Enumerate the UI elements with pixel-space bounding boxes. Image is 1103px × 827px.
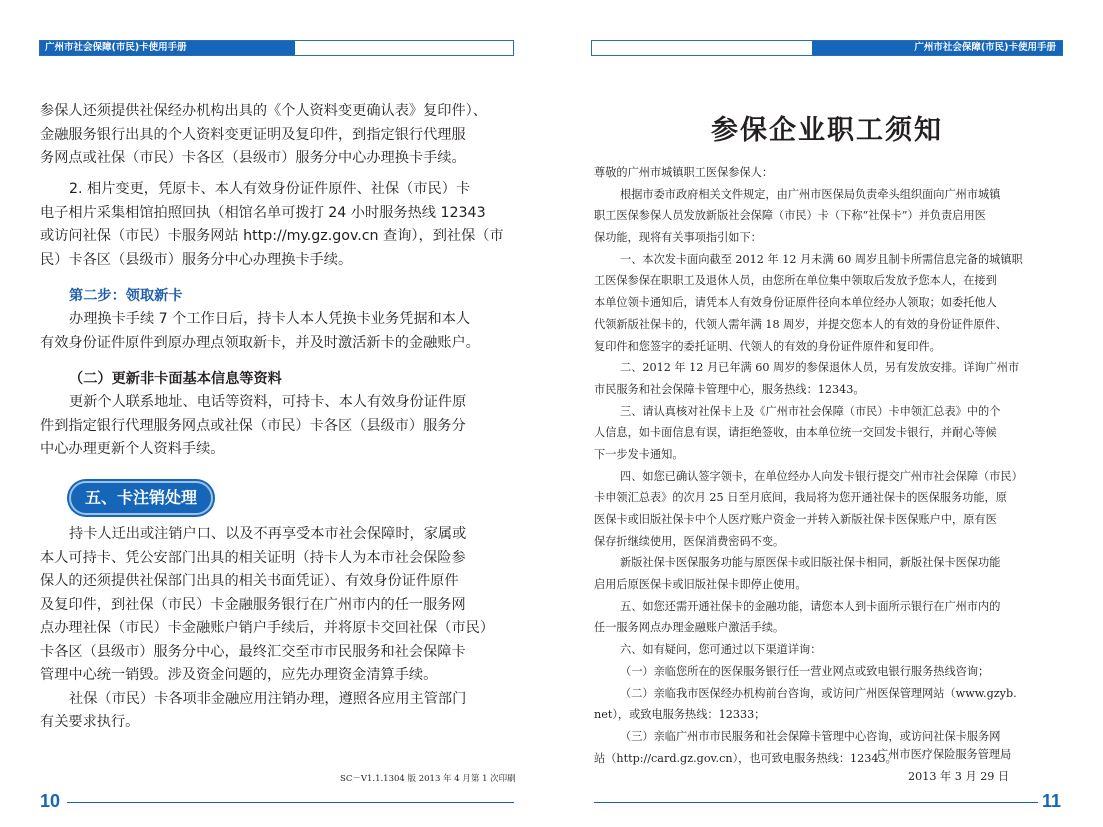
section5-badge bbox=[69, 481, 213, 515]
section5-title: 五、卡注销处理 bbox=[84, 488, 197, 507]
paragraph-photo-change: 2. 相片变更，凭原卡、本人有效身份证件原件、社保（市民）卡 电子相片采集相馆拍照回执（相馆名单可拨打 24 小时服务热线 12343 或访问社保（市民）卡服务网站 http://my.gz.gov.cn 查询），到社保（市 民）卡各区（县级市）服务分中心办理换卡手续。 bbox=[40, 181, 504, 268]
left-page-number: 10 bbox=[40, 791, 61, 811]
left-header-title: 广州市社会保障(市民)卡使用手册 bbox=[45, 42, 187, 53]
sub2-heading: （二）更新非卡面基本信息等资料 bbox=[69, 371, 282, 387]
signature-organization: 广州市医疗保险服务管理局 bbox=[877, 748, 1012, 761]
right-page-number: 11 bbox=[1041, 791, 1061, 811]
print-note: SC－V1.1.1304 版 2013 年 4 月第 1 次印刷 bbox=[340, 774, 516, 784]
left-footer-rule bbox=[67, 802, 514, 803]
right-footer-rule bbox=[594, 802, 1038, 803]
notice-body: 尊敬的广州市城镇职工医保参保人： 根据市委市政府相关文件规定，由广州市医保局负责牵头组织面向广州市城镇 职工医保参保人员发放新版社会保障（市民）卡（下称“社保卡”）并负责启用医 保功能，现将有关事项指引如下： 一、本次发卡面向截至 2012 年 12 月未满 60 周岁且制卡所需信息完备的城镇职 工医保参保在职职工及退休人员，由您所在单位集中领取后发放予您本人，在接到 本单位领卡通知后，请凭本人有效身份证原件径向本单位经办人领取；如委托他人 代领新版社保卡的，代领人需年满 18 周岁，并提交您本人的有效的身份证件原件、 复印件和您签字的委托证明、代领人的有效的身份证件原件和复印件。 二、2012 年 12 月已年满 60 周岁的参保退休人员，另有发放安排。详询广州市 市民服务和社会保障卡管理中心，服务热线：12343。 三、请认真核对社保卡上及《广州市社会保障（市民）卡申领汇总表》中的个 人信息，如卡面信息有误，请拒绝签收，由本单位统一交回发卡银行，并耐心等候 下一步发卡通知。 四、如您已确认签字领卡，在单位经办人向发卡银行提交广州市社会保障（市民） 卡申领汇总表》的次月 25 日至月底间，我局将为您开通社保卡的医保服务功能，原 医保卡或旧版社保卡中个人医疗账户资金一并转入新版社保卡医保账户中，原有医 保存折继续使用，医保消费密码不变。 新版社保卡医保服务功能与原医保卡或旧版社保卡相同，新版社保卡医保功能 启用后原医保卡或旧版社保卡即停止使用。 五、如您还需开通社保卡的金融功能，请您本人到卡面所示银行在广州市内的 任一服务网点办理金融账户激活手续。 六、如有疑问，您可通过以下渠道详询： （一）亲临您所在的医保服务银行任一营业网点或致电银行服务热线咨询； （二）亲临我市医保经办机构前台咨询，或访问广州医保管理网站（www.gzyb. net），或致电服务热线：12333； （三）亲临广州市市民服务和社会保障卡管理中心咨询，或访问社保卡服务网 站（http://card.gz.gov.cn），也可致电服务热线：12343。 bbox=[594, 166, 1023, 765]
right-page bbox=[551, 0, 1103, 827]
right-header-bar bbox=[591, 40, 1063, 56]
left-page bbox=[0, 0, 551, 827]
paragraph-top: 参保人还须提供社保经办机构出具的《个人资料变更确认表》复印件）、 金融服务银行出具的个人资料变更证明及复印件，到指定银行代理服 务网点或社保（市民）卡各区（县级市）服务分中心办理换卡手续。 bbox=[40, 103, 487, 166]
right-header-title: 广州市社会保障(市民)卡使用手册 bbox=[914, 42, 1056, 53]
left-header-bar bbox=[39, 40, 514, 56]
signature-date: 2013 年 3 月 29 日 bbox=[908, 770, 1010, 783]
step2-heading: 第二步：领取新卡 bbox=[69, 288, 183, 304]
sub2-paragraph: 更新个人联系地址、电话等资料，可持卡、本人有效身份证件原 件到指定银行代理服务网点或社保（市民）卡各区（县级市）服务分 中心办理更新个人资料手续。 bbox=[40, 394, 467, 457]
notice-title: 参保企业职工须知 bbox=[711, 115, 943, 146]
section5-paragraph: 持卡人迁出或注销户口、以及不再享受本市社会保障时，家属或 本人可持卡、凭公安部门出具的相关证明（持卡人为本市社会保险参 保人的还须提供社保部门出具的相关书面凭证）、有效身份证件原件 及复印件，到社保（市民）卡金融服务银行在广州市内的任一服务网 点办理社保（市民）卡金融账户销户手续后，并将原卡交回社保（市民） 卡各区（县级市）服务分中心，最终汇交至市市民服务和社会保障卡 管理中心统一销毁。涉及资金问题的，应先办理资金清算手续。 社保（市民）卡各项非金融应用注销办理，遵照各应用主管部门 有关要求执行。 bbox=[40, 526, 495, 730]
step2-paragraph: 办理换卡手续 7 个工作日后，持卡人本人凭换卡业务凭据和本人 有效身份证件原件到原办理点领取新卡，并及时激活新卡的金融账户。 bbox=[40, 311, 480, 351]
